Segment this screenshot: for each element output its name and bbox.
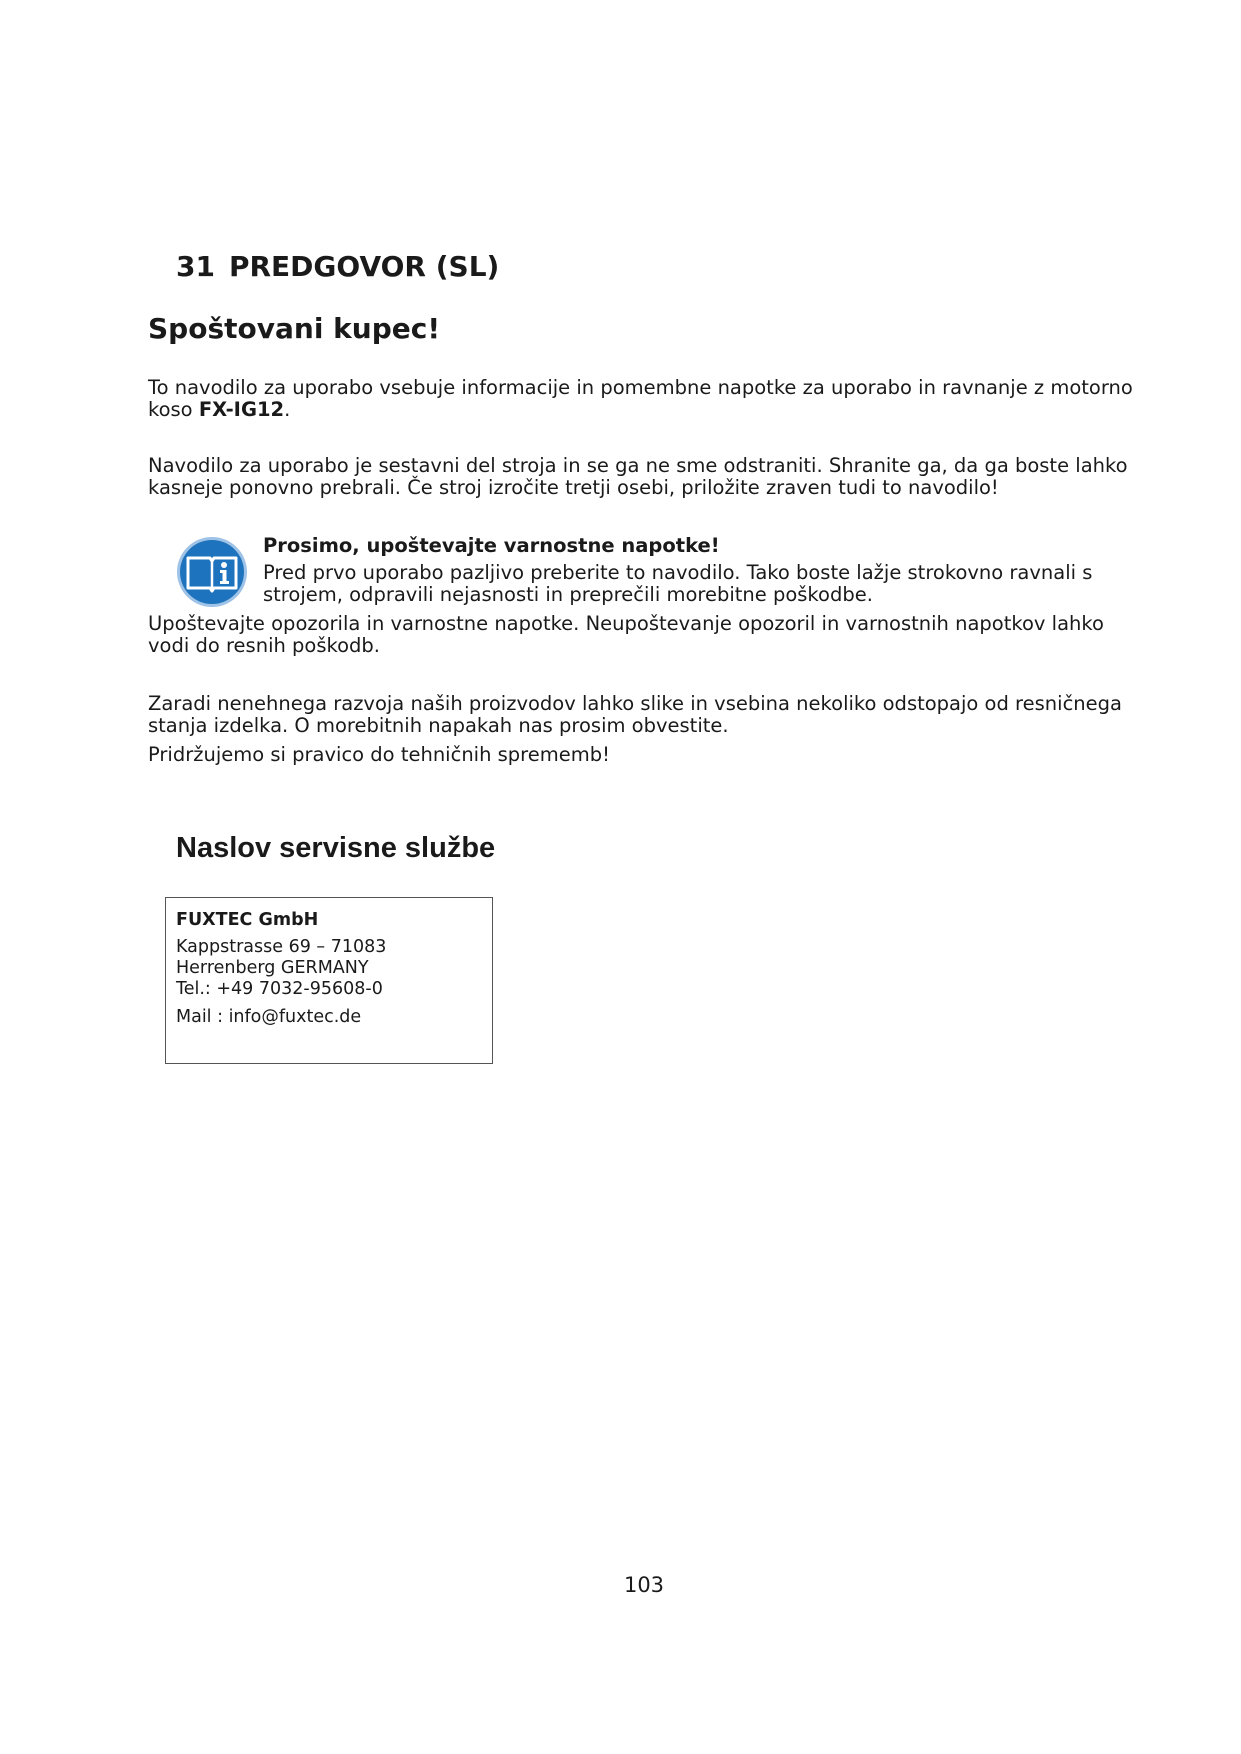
read-manual-icon: [176, 536, 248, 608]
rights-paragraph: Pridržujemo si pravico do tehničnih sprememb!: [148, 743, 610, 766]
development-paragraph: Zaradi nenehnega razvoja naših proizvodov lahko slike in vsebina nekoliko odstopajo od resničnega stanja izdelka. O morebitnih napakah nas prosim obvestite.: [148, 692, 1122, 737]
notice-text: Pred prvo uporabo pazljivo preberite to navodilo. Tako boste lažje strokovno ravnali s strojem, odpravili nejasnosti in preprečili morebitne poškodbe.: [263, 561, 1093, 606]
intro-text: To navodilo za uporabo vsebuje informacije in pomembne napotke za uporabo in ravnanje z motorno koso: [148, 376, 1133, 421]
street-address: Kappstrasse 69 – 71083: [176, 937, 387, 957]
page-number: 103: [623, 1573, 665, 1597]
section-number: 31: [176, 250, 215, 283]
phone-number: Tel.: +49 7032-95608-0: [176, 979, 383, 999]
storage-paragraph: Navodilo za uporabo je sestavni del stroja in se ga ne sme odstraniti. Shranite ga, da ga boste lahko kasneje ponovno prebrali. Če stroj izročite tretji osebi, priložite zraven tudi to navodilo!: [148, 454, 1128, 499]
email-address: Mail : info@fuxtec.de: [176, 1007, 362, 1027]
intro-end: .: [284, 398, 291, 421]
notice-title: Prosimo, upoštevajte varnostne napotke!: [263, 534, 720, 557]
city-country: Herrenberg GERMANY: [176, 958, 369, 978]
intro-paragraph: [148, 377, 1148, 421]
warnings-paragraph: Upoštevajte opozorila in varnostne napotke. Neupoštevanje opozoril in varnostnih napotkov lahko vodi do resnih poškodb.: [148, 612, 1104, 657]
greeting-heading: Spoštovani kupec!: [148, 312, 441, 345]
section-title: PREDGOVOR (SL): [228, 250, 500, 283]
model-name: FX-IG12: [198, 398, 285, 421]
company-name: FUXTEC GmbH: [176, 910, 319, 930]
service-heading: Naslov servisne službe: [176, 832, 496, 864]
section-heading: [176, 250, 499, 283]
